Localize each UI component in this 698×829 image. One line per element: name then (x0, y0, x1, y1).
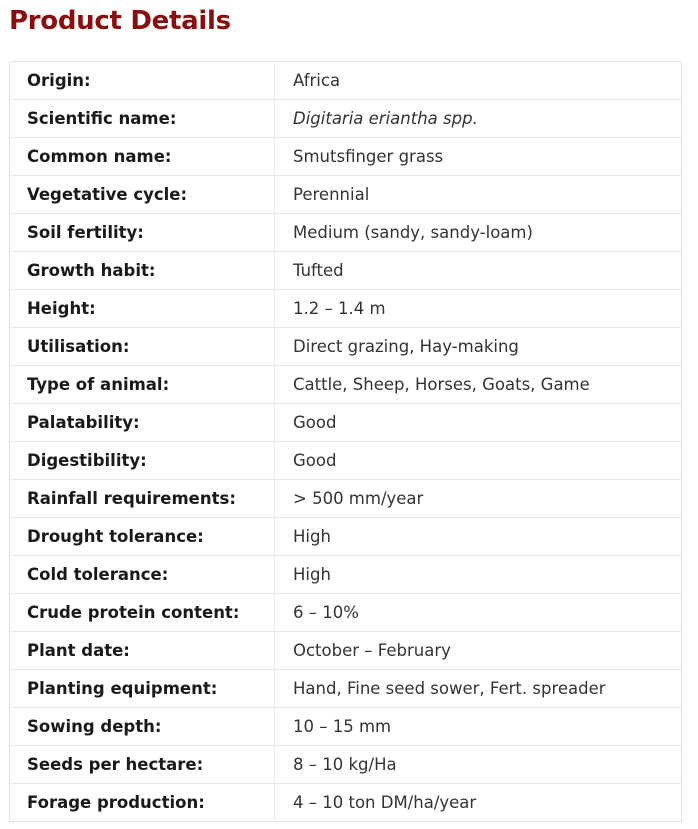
row-value: Good (275, 404, 682, 442)
row-value: > 500 mm/year (275, 480, 682, 518)
row-label: Drought tolerance: (10, 518, 275, 556)
row-value: High (275, 518, 682, 556)
product-details-table (9, 61, 682, 822)
row-label: Utilisation: (10, 328, 275, 366)
table-row (10, 708, 682, 746)
row-label: Crude protein content: (10, 594, 275, 632)
table-row (10, 138, 682, 176)
row-label: Planting equipment: (10, 670, 275, 708)
table-row (10, 100, 682, 138)
row-value: Medium (sandy, sandy-loam) (275, 214, 682, 252)
table-row (10, 480, 682, 518)
row-label: Cold tolerance: (10, 556, 275, 594)
row-value: Direct grazing, Hay-making (275, 328, 682, 366)
table-row (10, 404, 682, 442)
row-label: Seeds per hectare: (10, 746, 275, 784)
table-row (10, 632, 682, 670)
table-row (10, 442, 682, 480)
row-value: Good (275, 442, 682, 480)
row-label: Palatability: (10, 404, 275, 442)
row-label: Digestibility: (10, 442, 275, 480)
row-label: Common name: (10, 138, 275, 176)
table-row (10, 518, 682, 556)
row-label: Growth habit: (10, 252, 275, 290)
table-row (10, 594, 682, 632)
row-value: High (275, 556, 682, 594)
row-value: Cattle, Sheep, Horses, Goats, Game (275, 366, 682, 404)
row-label: Rainfall requirements: (10, 480, 275, 518)
row-value: 10 – 15 mm (275, 708, 682, 746)
row-value: 8 – 10 kg/Ha (275, 746, 682, 784)
table-row (10, 62, 682, 100)
row-label: Plant date: (10, 632, 275, 670)
row-label: Forage production: (10, 784, 275, 822)
row-value: 6 – 10% (275, 594, 682, 632)
table-row (10, 214, 682, 252)
row-value: 1.2 – 1.4 m (275, 290, 682, 328)
row-value: Perennial (275, 176, 682, 214)
table-row (10, 252, 682, 290)
row-label: Scientific name: (10, 100, 275, 138)
row-label: Sowing depth: (10, 708, 275, 746)
page-title: Product Details (9, 6, 231, 36)
row-label: Type of animal: (10, 366, 275, 404)
table-row (10, 556, 682, 594)
row-value: October – February (275, 632, 682, 670)
row-label: Height: (10, 290, 275, 328)
row-value: Smutsfinger grass (275, 138, 682, 176)
row-value: Hand, Fine seed sower, Fert. spreader (275, 670, 682, 708)
row-label: Origin: (10, 62, 275, 100)
row-label: Soil fertility: (10, 214, 275, 252)
table-row (10, 328, 682, 366)
table-row (10, 670, 682, 708)
table-row (10, 746, 682, 784)
row-label: Vegetative cycle: (10, 176, 275, 214)
table-row (10, 176, 682, 214)
table-row (10, 784, 682, 822)
row-value: Digitaria eriantha spp. (275, 100, 682, 138)
table-row (10, 366, 682, 404)
row-value: 4 – 10 ton DM/ha/year (275, 784, 682, 822)
table-row (10, 290, 682, 328)
row-value: Africa (293, 71, 341, 90)
row-value: Tufted (275, 252, 682, 290)
